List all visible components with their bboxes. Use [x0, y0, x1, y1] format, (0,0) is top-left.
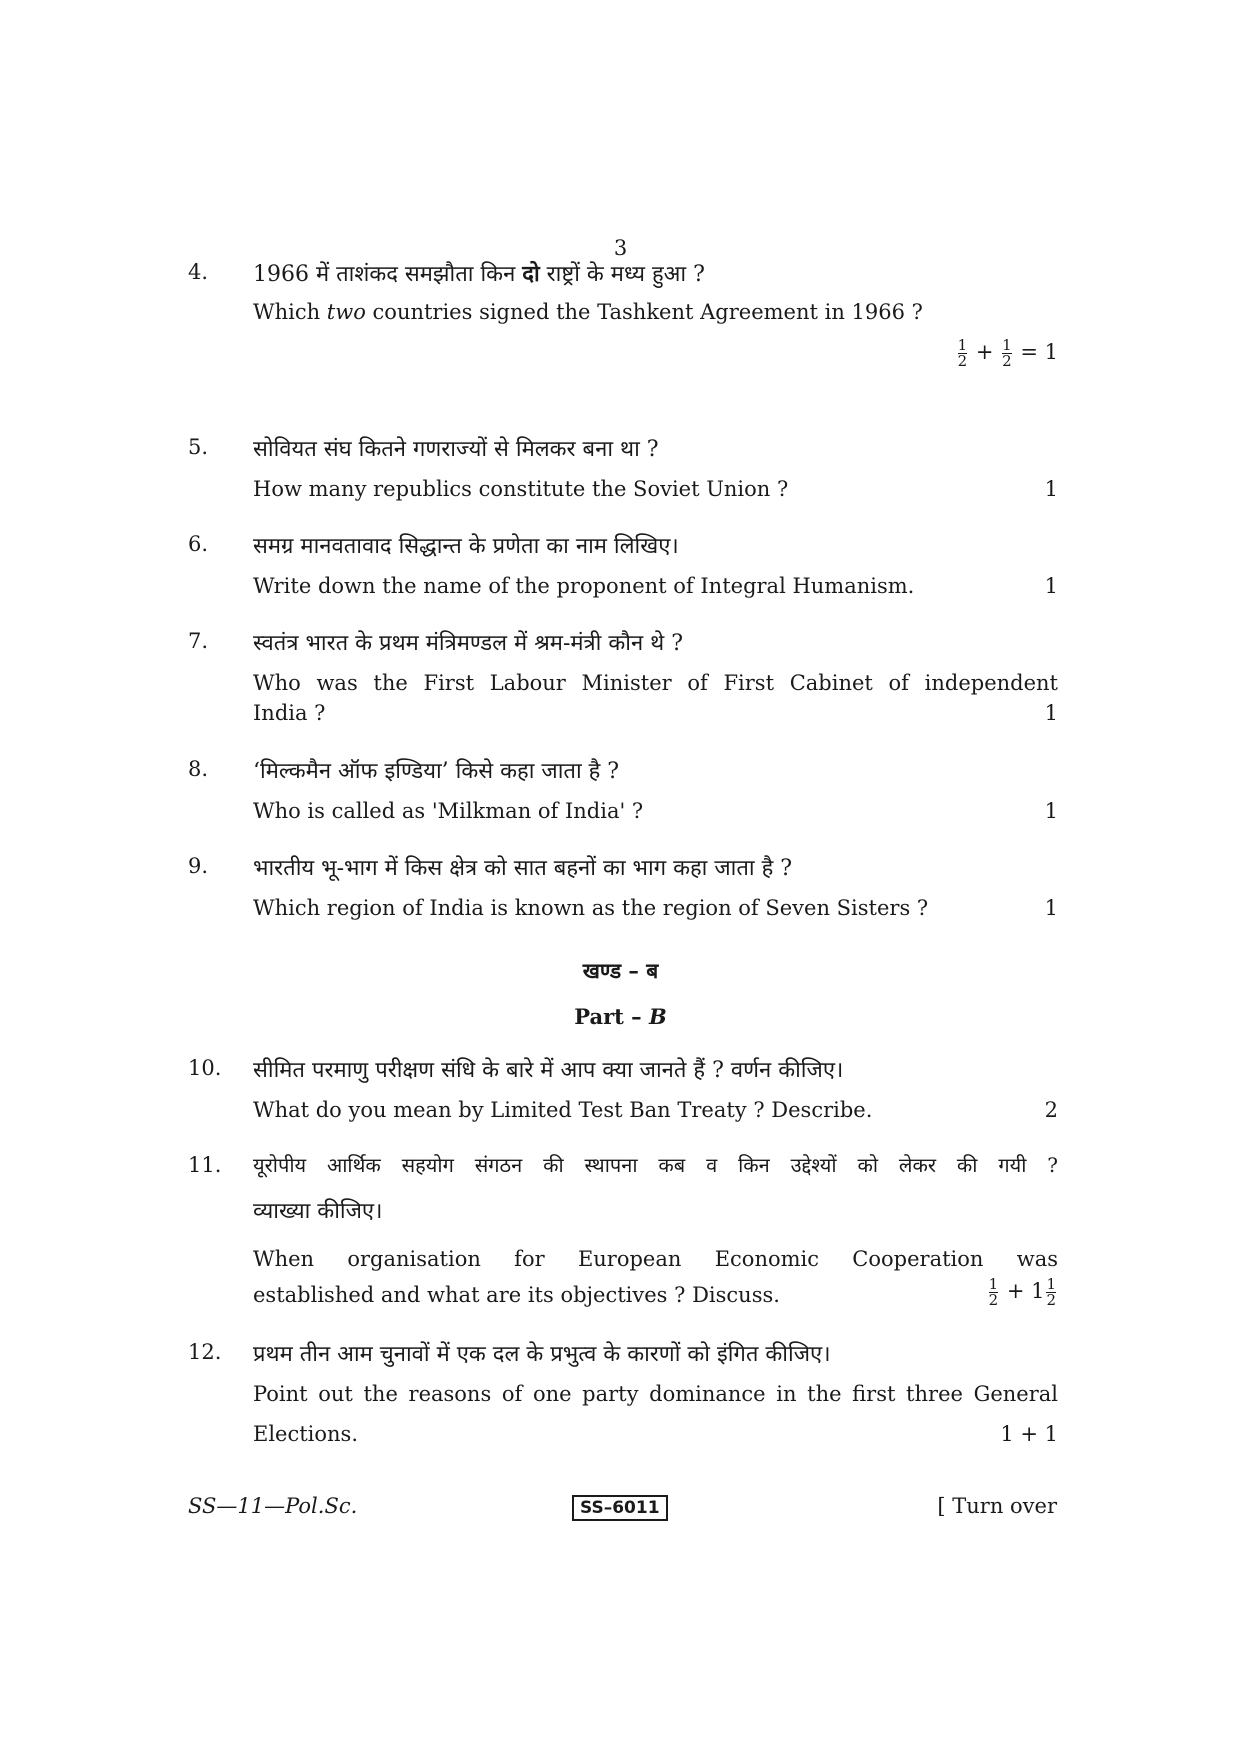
question-8: [188, 755, 1058, 835]
question-7: [188, 627, 1058, 737]
marks: 1: [1044, 701, 1058, 725]
question-10: [188, 1054, 1058, 1134]
question-text-hindi: सोवियत संघ कितने गणराज्यों से मिलकर बना था ?: [253, 437, 659, 462]
marks: 2: [1044, 1098, 1058, 1122]
marks: 1: [1044, 574, 1058, 598]
fraction: $\frac{1}{2}$: [988, 1275, 999, 1309]
question-text-english-line1: Who was the First Labour Minister of First Cabinet of independent: [253, 671, 1058, 695]
question-5: [188, 433, 1058, 513]
question-text-hindi: 1966 में ताशंकद समझौता किन दो राष्ट्रों के मध्य हुआ ?: [253, 261, 705, 287]
question-number: 5.: [188, 435, 209, 459]
question-number: 11.: [188, 1153, 222, 1177]
question-text-hindi: सीमित परमाणु परीक्षण संधि के बारे में आप क्या जानते हैं ? वर्णन कीजिए।: [253, 1058, 844, 1083]
question-text-hindi: समग्र मानवतावाद सिद्धान्त के प्रणेता का नाम लिखिए।: [253, 534, 679, 559]
marks: 1 + 1: [1000, 1422, 1058, 1446]
question-text-english: Who is called as 'Milkman of India' ?: [253, 799, 644, 823]
question-text-english-line2: India ?: [253, 701, 326, 725]
question-number: 8.: [188, 757, 209, 781]
fraction: $\frac{1}{2}$: [1046, 1275, 1056, 1309]
question-text-hindi-line2: व्याख्या कीजिए।: [253, 1199, 383, 1224]
question-number: 4.: [188, 260, 209, 284]
question-number: 7.: [188, 629, 209, 653]
question-text-english-line1: Point out the reasons of one party dominance in the first three General: [253, 1382, 1058, 1406]
marks: $\frac{1}{2}$ + $\frac{1}{2}$ = 1: [957, 336, 1058, 370]
marks: $\frac{1}{2}$ + 1 $\frac{1}{2}$: [988, 1275, 1056, 1309]
question-9: [188, 852, 1058, 932]
marks: 1: [1044, 799, 1058, 823]
question-text-english: Which region of India is known as the region of Seven Sisters ?: [253, 896, 929, 920]
question-text-english-line2: Elections.: [253, 1422, 359, 1446]
footer-subject-code: SS—11—Pol.Sc.: [188, 1494, 358, 1518]
question-text-hindi: प्रथम तीन आम चुनावों में एक दल के प्रभुत्व के कारणों को इंगित कीजिए।: [253, 1342, 831, 1367]
question-number: 12.: [188, 1340, 222, 1364]
question-12: [188, 1338, 1058, 1463]
section-heading-hindi: खण्ड – ब: [582, 958, 659, 983]
question-number: 6.: [188, 532, 209, 556]
question-text-english-line2: established and what are its objectives ? Discuss.: [253, 1283, 780, 1307]
footer-paper-code: [572, 1494, 668, 1518]
question-text-hindi: ‘मिल्कमैन ऑफ इण्डिया’ किसे कहा जाता है ?: [253, 759, 620, 784]
paper-code-box: SS–6011: [572, 1495, 668, 1521]
question-number: 9.: [188, 854, 209, 878]
page-number: 3: [613, 236, 628, 260]
question-11: [188, 1151, 1058, 1321]
question-text-hindi: भारतीय भू-भाग में किस क्षेत्र को सात बहनों का भाग कहा जाता है ?: [253, 856, 793, 881]
question-6: [188, 530, 1058, 610]
question-text-hindi: स्वतंत्र भारत के प्रथम मंत्रिमण्डल में श्रम-मंत्री कौन थे ?: [253, 631, 684, 656]
question-text-hindi-line1: यूरोपीय आर्थिक सहयोग संगठन की स्थापना कब व किन उद्देश्यों को लेकर की गयी ?: [253, 1153, 1058, 1177]
question-text-english-line1: When organisation for European Economic Cooperation was: [253, 1247, 1058, 1271]
marks: 1: [1044, 896, 1058, 920]
section-heading-english: Part – B: [574, 1004, 667, 1029]
question-4: [188, 258, 1058, 378]
marks: 1: [1044, 477, 1058, 501]
question-text-english: What do you mean by Limited Test Ban Treaty ? Describe.: [253, 1098, 873, 1122]
question-text-english: Write down the name of the proponent of Integral Humanism.: [253, 574, 915, 598]
question-text-english: Which two countries signed the Tashkent Agreement in 1966 ?: [253, 300, 923, 324]
fraction: $\frac{1}{2}$: [1002, 336, 1012, 370]
question-text-english: How many republics constitute the Soviet Union ?: [253, 477, 789, 501]
question-number: 10.: [188, 1056, 222, 1080]
fraction: $\frac{1}{2}$: [957, 336, 968, 370]
turn-over-note: [ Turn over: [937, 1494, 1057, 1518]
